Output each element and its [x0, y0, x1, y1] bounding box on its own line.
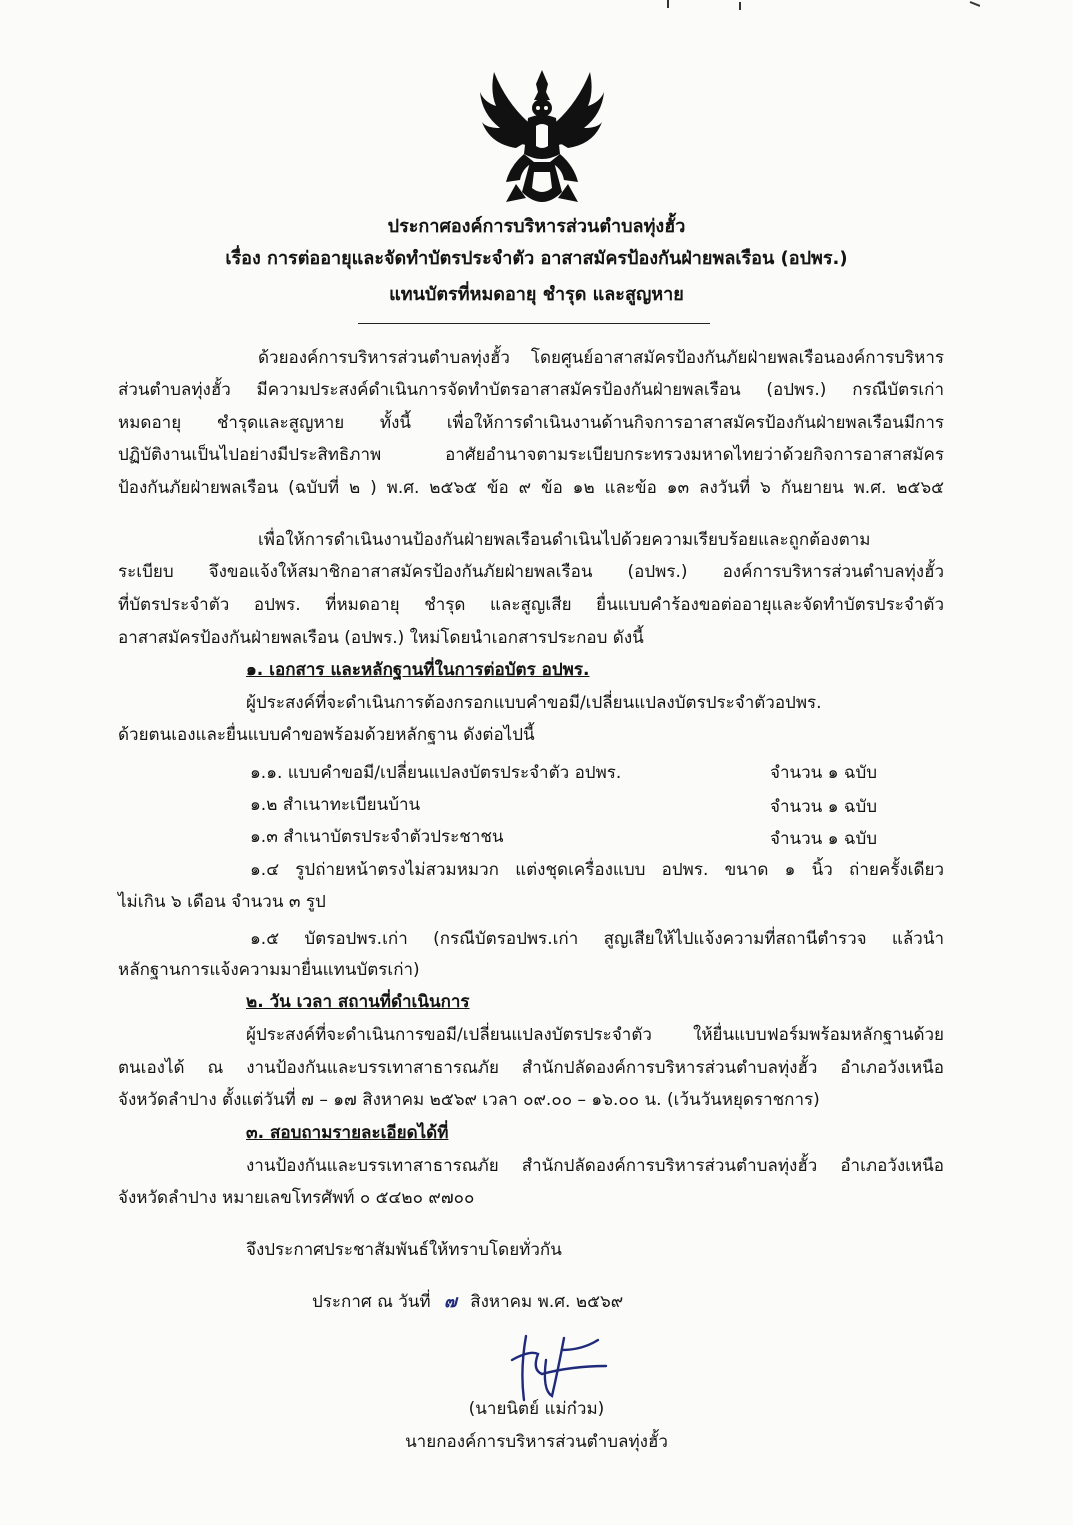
section1-heading: ๑. เอกสาร และหลักฐานที่ในการต่อบัตร อปพร. [246, 660, 590, 680]
paragraph2-line: ที่บัตรประจำตัว อปพร. ที่หมดอายุ ชำรุด และสูญเสีย ยื่นแบบคำร้องขอต่ออายุและจัดทำบัตรประจำตัว [118, 595, 944, 615]
scan-marks [660, 0, 980, 12]
signer-title: นายกองค์การบริหารส่วนตำบลทุ่งฮั้ว [405, 1432, 668, 1452]
section2-line: ตนเองได้ ณ งานป้องกันและบรรเทาสาธารณภัย สำนักปลัดองค์การบริหารส่วนตำบลทุ่งฮั้ว อำเภอวังเหนือ [118, 1058, 944, 1078]
paragraph1-line: ด้วยองค์การบริหารส่วนตำบลทุ่งฮั้ว โดยศูนย์อาสาสมัครป้องกันภัยฝ่ายพลเรือนองค์การบริหาร [258, 348, 944, 368]
document-item: ๑.๑. แบบคำขอมี/เปลี่ยนแปลงบัตรประจำตัว อปพร. [250, 763, 622, 783]
document-item: ๑.๒ สำเนาทะเบียนบ้าน [250, 795, 421, 815]
announce-date-suffix: สิงหาคม พ.ศ. ๒๕๖๙ [470, 1292, 624, 1312]
section2-line: จังหวัดลำปาง ตั้งแต่วันที่ ๗ – ๑๗ สิงหาคม ๒๕๖๙ เวลา ๐๙.๐๐ – ๑๖.๐๐ น. (เว้นวันหยุดราชการ) [118, 1090, 820, 1110]
section3-line: งานป้องกันและบรรเทาสาธารณภัย สำนักปลัดองค์การบริหารส่วนตำบลทุ่งฮั้ว อำเภอวังเหนือ [246, 1156, 944, 1176]
document-item-cont: หลักฐานการแจ้งความมายื่นแทนบัตรเก่า) [118, 960, 420, 980]
section2-heading: ๒. วัน เวลา สถานที่ดำเนินการ [246, 992, 470, 1012]
document-item-qty: จำนวน ๑ ฉบับ [770, 829, 878, 849]
document-item: ๑.๔ รูปถ่ายหน้าตรงไม่สวมหมวก แต่งชุดเครื่องแบบ อปพร. ขนาด ๑ นิ้ว ถ่ายครั้งเดียว [250, 860, 944, 880]
announcement-subject-line2: แทนบัตรที่หมดอายุ ชำรุด และสูญหาย [389, 284, 684, 305]
paragraph1-line: ส่วนตำบลทุ่งฮั้ว มีความประสงค์ดำเนินการจัดทำบัตรอาสาสมัครป้องกันฝ่ายพลเรือน (อปพร.) กรณีบัตรเก่า [118, 380, 944, 400]
paragraph2-line: ระเบียบ จึงขอแจ้งให้สมาชิกอาสาสมัครป้องกันภัยฝ่ายพลเรือน (อปพร.) องค์การบริหารส่วนตำบลทุ่งฮั้ว [118, 562, 944, 582]
announcement-issuer: ประกาศองค์การบริหารส่วนตำบลทุ่งฮั้ว [387, 216, 686, 237]
signer-name: (นายนิตย์ แม่ก๋วม) [468, 1399, 605, 1419]
garuda-emblem-icon [476, 62, 608, 212]
section2-line: ผู้ประสงค์ที่จะดำเนินการขอมี/เปลี่ยนแปลงบัตรประจำตัว ให้ยื่นแบบฟอร์มพร้อมหลักฐานด้วย [246, 1025, 944, 1045]
announce-date-prefix: ประกาศ ณ วันที่ [312, 1292, 431, 1312]
document-item: ๑.๕ บัตรอปพร.เก่า (กรณีบัตรอปพร.เก่า สูญเสียให้ไปแจ้งความที่สถานีตำรวจ แล้วนำ [250, 929, 944, 949]
section3-heading: ๓. สอบถามรายละเอียดได้ที่ [246, 1123, 449, 1143]
paragraph1-line: หมดอายุ ชำรุดและสูญหาย ทั้งนี้ เพื่อให้การดำเนินงานด้านกิจการอาสาสมัครป้องกันฝ่ายพลเรือนมีการ [118, 413, 944, 433]
paragraph1-line: ป้องกันภัยฝ่ายพลเรือน (ฉบับที่ ๒ ) พ.ศ. ๒๕๖๕ ข้อ ๙ ข้อ ๑๒ และข้อ ๑๓ ลงวันที่ ๖ กันยายน พ.ศ. ๒๕๖๕ [118, 478, 944, 498]
header-divider [358, 323, 710, 324]
section1-intro: ด้วยตนเองและยื่นแบบคำขอพร้อมด้วยหลักฐาน ดังต่อไปนี้ [118, 725, 535, 745]
section3-line: จังหวัดลำปาง หมายเลขโทรศัพท์ ๐ ๕๔๒๐ ๙๗๐๐ [118, 1188, 475, 1208]
closing-statement: จึงประกาศประชาสัมพันธ์ให้ทราบโดยทั่วกัน [246, 1240, 562, 1260]
announce-date-day: ๗ [444, 1292, 457, 1312]
paragraph2-line: เพื่อให้การดำเนินงานป้องกันฝ่ายพลเรือนดำเนินไปด้วยความเรียบร้อยและถูกต้องตาม [258, 530, 871, 550]
section1-intro: ผู้ประสงค์ที่จะดำเนินการต้องกรอกแบบคำขอมี/เปลี่ยนแปลงบัตรประจำตัวอปพร. [246, 693, 822, 713]
announcement-subject: เรื่อง การต่ออายุและจัดทำบัตรประจำตัว อาสาสมัครป้องกันฝ่ายพลเรือน (อปพร.) [225, 248, 848, 269]
paragraph1-line: ปฏิบัติงานเป็นไปอย่างมีประสิทธิภาพ อาศัยอำนาจตามระเบียบกระทรวงมหาดไทยว่าด้วยกิจการอาสาสมัคร [118, 445, 944, 465]
document-item-qty: จำนวน ๑ ฉบับ [770, 797, 878, 817]
document-item-cont: ไม่เกิน ๖ เดือน จำนวน ๓ รูป [118, 892, 326, 912]
document-item: ๑.๓ สำเนาบัตรประจำตัวประชาชน [250, 827, 504, 847]
paragraph2-line: อาสาสมัครป้องกันฝ่ายพลเรือน (อปพร.) ใหม่โดยนำเอกสารประกอบ ดังนี้ [118, 628, 644, 648]
document-item-qty: จำนวน ๑ ฉบับ [770, 763, 878, 783]
announce-date [312, 1290, 623, 1314]
